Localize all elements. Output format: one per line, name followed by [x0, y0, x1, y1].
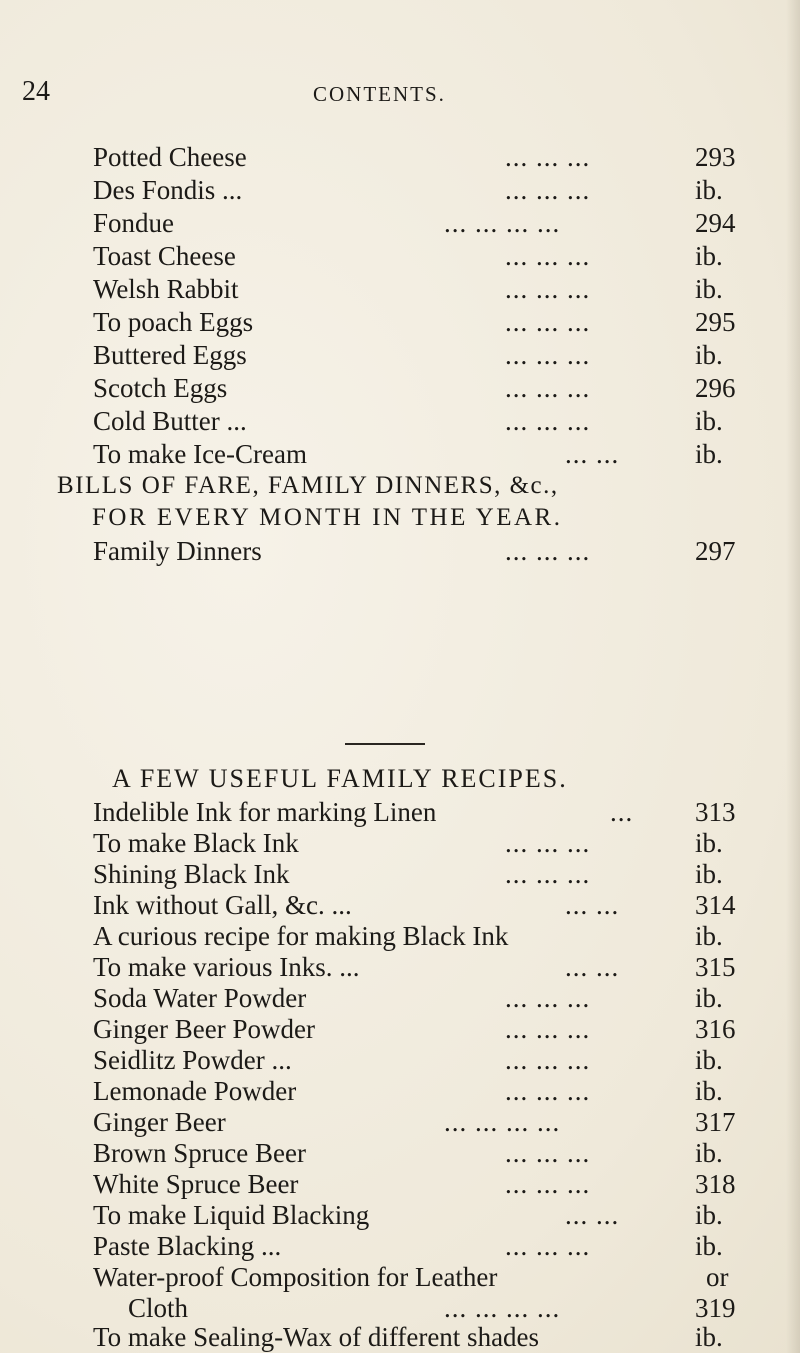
entry-page: ib.	[695, 439, 723, 469]
contents-entry	[0, 857, 800, 891]
entry-title: Toast Cheese	[93, 241, 236, 271]
entry-title: Ginger Beer	[93, 1107, 226, 1137]
entry-page: 314	[695, 890, 736, 920]
contents-entry	[0, 1012, 800, 1046]
entry-page: 319	[695, 1293, 736, 1323]
entry-title: Potted Cheese	[93, 142, 247, 172]
entry-page: ib.	[695, 1200, 723, 1230]
entry-page: ib.	[695, 828, 723, 858]
entry-page: 313	[695, 797, 736, 827]
entry-title: Cloth	[128, 1293, 189, 1323]
entry-page: 295	[695, 307, 736, 337]
contents-entry	[0, 305, 800, 339]
entry-page: 316	[695, 1014, 736, 1044]
entry-title: Welsh Rabbit	[93, 274, 239, 304]
entry-title: White Spruce Beer	[93, 1169, 299, 1199]
entry-leader: ... ... ...	[505, 828, 591, 858]
entry-leader: ... ... ...	[505, 1045, 591, 1075]
contents-entry	[0, 1167, 800, 1201]
page-header	[0, 70, 800, 110]
contents-entry	[0, 437, 800, 471]
page-edge-shadow	[786, 0, 800, 1353]
entry-title: Family Dinners	[93, 536, 262, 566]
contents-entry	[0, 888, 800, 922]
entry-leader: ... ... ...	[505, 175, 591, 205]
entry-leader: ... ... ...	[505, 1138, 591, 1168]
entry-leader: ... ... ...	[505, 241, 591, 271]
entry-title: Ginger Beer Powder	[93, 1014, 315, 1044]
entry-page: ib.	[695, 274, 723, 304]
section-rule	[345, 743, 425, 745]
entry-leader: ... ... ...	[505, 340, 591, 370]
entry-leader: ... ...	[565, 1200, 620, 1230]
contents-entry	[0, 272, 800, 306]
entry-title: Soda Water Powder	[93, 983, 307, 1013]
entry-page: ib.	[695, 859, 723, 889]
entry-title: Brown Spruce Beer	[93, 1138, 306, 1168]
entry-page: 297	[695, 536, 736, 566]
entry-leader: ... ... ... ...	[444, 1107, 561, 1137]
entry-title: Cold Butter ...	[93, 406, 247, 436]
entry-title: To poach Eggs	[93, 307, 254, 337]
entry-leader: ... ... ...	[505, 373, 591, 403]
entry-page: 296	[695, 373, 736, 403]
entry-page: ib.	[695, 1076, 723, 1106]
contents-entry	[0, 1229, 800, 1263]
entry-page: 315	[695, 952, 736, 982]
section-heading-text: A FEW USEFUL FAMILY RECIPES.	[112, 764, 568, 793]
section-heading	[0, 469, 800, 503]
entry-leader: ... ... ... ...	[444, 208, 561, 238]
entry-page: ib.	[695, 1231, 723, 1261]
entry-leader: ... ... ... ...	[444, 1293, 561, 1323]
entry-leader: ... ... ...	[505, 983, 591, 1013]
entry-title: Shining Black Ink	[93, 859, 290, 889]
contents-entry	[0, 338, 800, 372]
contents-entry	[0, 1322, 800, 1353]
entry-page: 318	[695, 1169, 736, 1199]
entry-page: 293	[695, 142, 736, 172]
entry-leader: ... ... ...	[505, 1231, 591, 1261]
entry-page: ib.	[695, 983, 723, 1013]
contents-entry	[0, 950, 800, 984]
entry-page: ib.	[695, 175, 723, 205]
contents-entry	[0, 981, 800, 1015]
entry-page: ib.	[695, 406, 723, 436]
entry-title: Fondue	[93, 208, 174, 238]
contents-entry	[0, 795, 800, 829]
contents-entry	[0, 371, 800, 405]
contents-entry	[0, 1291, 800, 1325]
entry-page: ib.	[695, 340, 723, 370]
entry-page: ib.	[695, 1045, 723, 1075]
entry-title: Seidlitz Powder ...	[93, 1045, 292, 1075]
entry-page: 317	[695, 1107, 736, 1137]
entry-page: 294	[695, 208, 736, 238]
entry-title: Water-proof Composition for Leather	[93, 1262, 498, 1292]
entry-leader: ... ...	[565, 952, 620, 982]
entry-title: Indelible Ink for marking Linen	[93, 797, 437, 827]
entry-leader: ... ...	[565, 890, 620, 920]
contents-entry	[0, 1043, 800, 1077]
entry-page: ib.	[695, 241, 723, 271]
contents-entry	[0, 239, 800, 273]
entry-leader: ... ... ...	[505, 406, 591, 436]
contents-entry	[0, 919, 800, 953]
entry-page: ib.	[695, 1138, 723, 1168]
entry-title: To make Sealing-Wax of different shades	[93, 1322, 540, 1352]
contents-entry	[0, 140, 800, 174]
entry-title: Ink without Gall, &c. ...	[93, 890, 352, 920]
entry-title: Buttered Eggs	[93, 340, 247, 370]
running-head: CONTENTS.	[313, 82, 446, 106]
entry-title: To make Liquid Blacking	[93, 1200, 370, 1230]
section-heading	[0, 762, 800, 796]
entry-leader: ... ... ...	[505, 1169, 591, 1199]
entry-page: ib.	[695, 921, 723, 951]
section-heading	[0, 501, 800, 535]
contents-entry	[0, 826, 800, 860]
entry-title: Lemonade Powder	[93, 1076, 297, 1106]
contents-entry	[0, 1074, 800, 1108]
contents-entry	[0, 1136, 800, 1170]
section-heading-line2: FOR EVERY MONTH IN THE YEAR.	[92, 504, 563, 531]
contents-entry	[0, 404, 800, 438]
contents-entry	[0, 534, 800, 568]
contents-entry	[0, 1260, 800, 1294]
contents-entry	[0, 173, 800, 207]
entry-title: Scotch Eggs	[93, 373, 228, 403]
entry-leader: ... ... ...	[505, 274, 591, 304]
entry-title: To make Black Ink	[93, 828, 299, 858]
contents-entry	[0, 206, 800, 240]
entry-page: or	[706, 1262, 729, 1292]
entry-leader: ... ... ...	[505, 1014, 591, 1044]
entry-leader: ...	[610, 797, 634, 827]
contents-entry	[0, 1105, 800, 1139]
entry-leader: ... ... ...	[505, 1076, 591, 1106]
entry-page: ib.	[695, 1322, 723, 1352]
entry-leader: ... ... ...	[505, 536, 591, 566]
entry-title: To make various Inks. ...	[93, 952, 360, 982]
entry-leader: ... ...	[565, 439, 620, 469]
entry-title: Des Fondis ...	[93, 175, 243, 205]
section-heading-line1: BILLS OF FARE, FAMILY DINNERS, &c.,	[57, 472, 559, 499]
page-number: 24	[22, 76, 50, 107]
entry-title: A curious recipe for making Black Ink	[93, 921, 509, 951]
entry-leader: ... ... ...	[505, 142, 591, 172]
entry-leader: ... ... ...	[505, 859, 591, 889]
entry-title: Paste Blacking ...	[93, 1231, 282, 1261]
entry-title: To make Ice-Cream	[93, 439, 307, 469]
entry-leader: ... ... ...	[505, 307, 591, 337]
contents-entry	[0, 1198, 800, 1232]
